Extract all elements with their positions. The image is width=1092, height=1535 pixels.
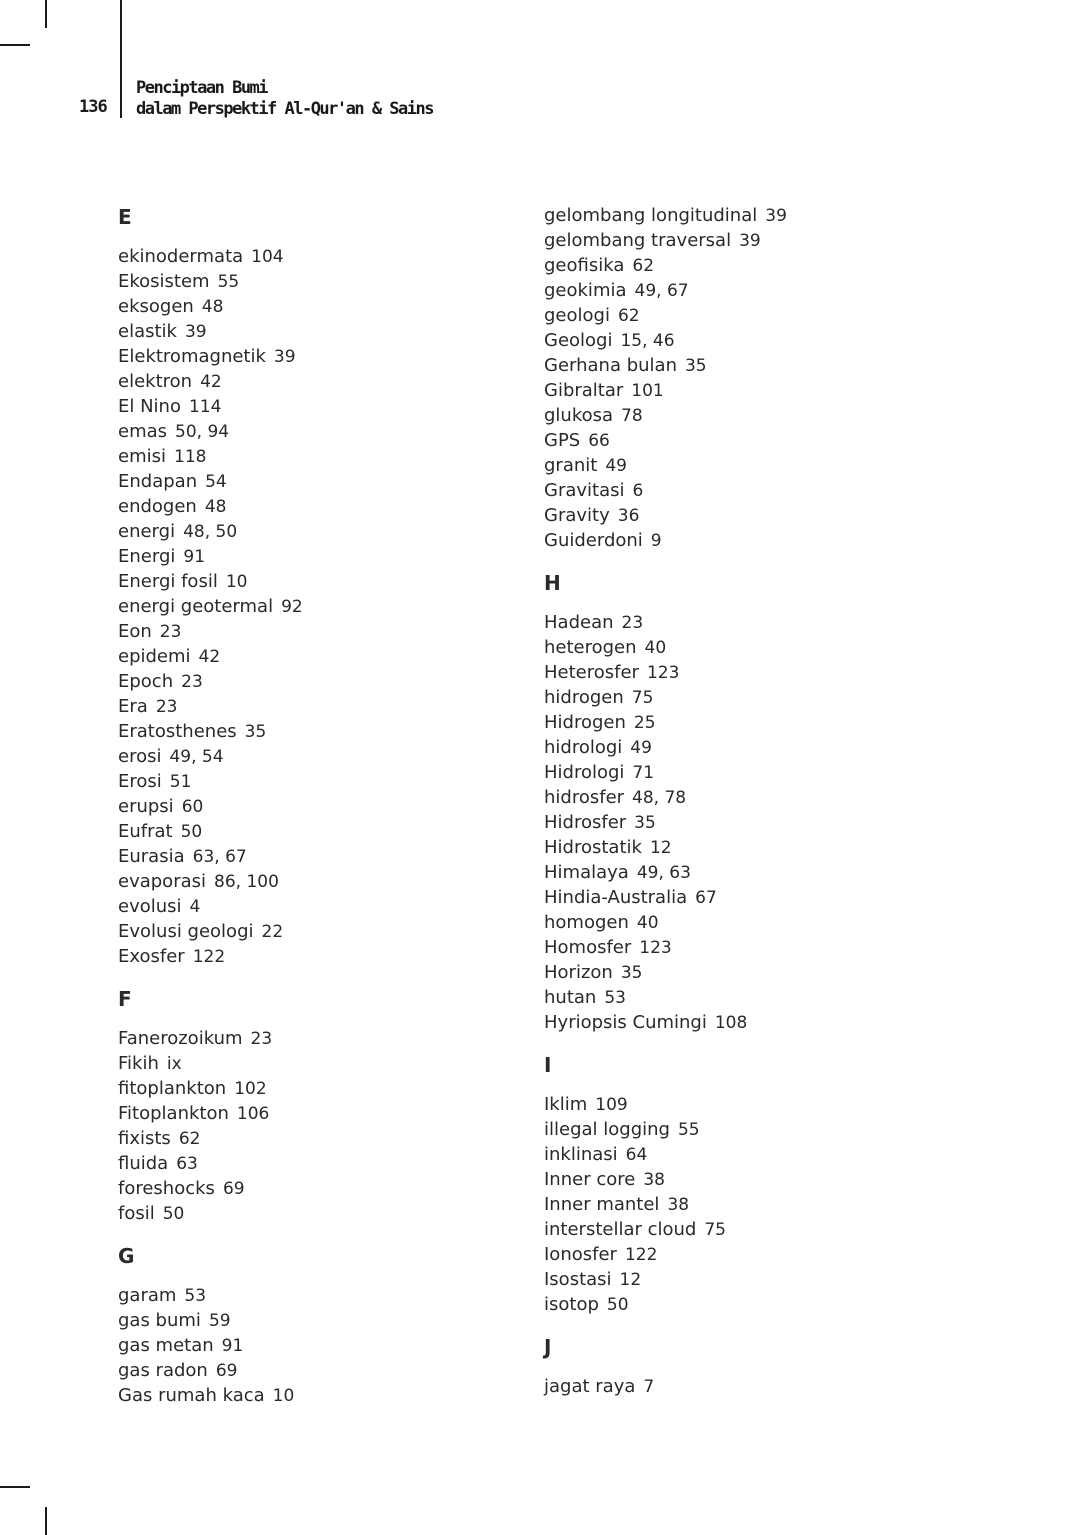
index-entry [544, 1092, 944, 1117]
index-term: Epoch [118, 671, 174, 692]
index-pages: ix [166, 1054, 182, 1074]
index-term: elektron [118, 371, 193, 392]
index-pages: 86, 100 [214, 872, 279, 892]
index-term: GPS [544, 430, 581, 451]
index-pages: 39 [765, 206, 787, 226]
index-entry [544, 1142, 944, 1167]
index-pages: 48, 50 [183, 522, 238, 542]
index-entry [544, 985, 944, 1010]
index-pages: 49 [630, 738, 652, 758]
index-term: Ionosfer [544, 1244, 617, 1265]
index-term: Inner mantel [544, 1194, 660, 1215]
index-entry [118, 1076, 518, 1101]
index-entry [544, 1117, 944, 1142]
index-term: Heterosfer [544, 662, 639, 683]
index-entry [118, 1151, 518, 1176]
header-divider [120, 0, 122, 118]
index-section [544, 1051, 944, 1317]
index-entry [544, 478, 944, 503]
index-term: erupsi [118, 796, 174, 817]
index-pages: 39 [184, 322, 207, 342]
index-pages: 35 [634, 813, 656, 833]
index-pages: 62 [632, 256, 655, 276]
index-term: Hidrostatik [544, 837, 642, 858]
index-entry [118, 444, 518, 469]
index-entry [544, 1010, 944, 1035]
page-number: 136 [79, 97, 107, 117]
index-entry [544, 610, 944, 635]
index-pages: 54 [205, 472, 227, 492]
index-term: Hindia-Australia [544, 887, 688, 908]
index-pages: 51 [169, 772, 192, 792]
index-term: Inner core [544, 1169, 636, 1190]
index-entry [544, 353, 944, 378]
index-entry [544, 253, 944, 278]
index-pages: 23 [181, 672, 203, 692]
index-section [118, 985, 518, 1226]
index-pages: 50, 94 [175, 422, 230, 442]
index-entry [544, 935, 944, 960]
index-pages: 55 [217, 272, 240, 292]
index-term: Era [118, 696, 148, 717]
index-section [118, 1242, 518, 1408]
index-term: fitoplankton [118, 1078, 227, 1099]
index-term: gelombang traversal [544, 230, 732, 251]
index-pages: 55 [677, 1120, 700, 1140]
index-term: evolusi [118, 896, 182, 917]
index-pages: 50 [606, 1295, 629, 1315]
index-entry [118, 1383, 518, 1408]
index-entry [544, 635, 944, 660]
index-entry [544, 660, 944, 685]
index-pages: 78 [621, 406, 643, 426]
index-term: evaporasi [118, 871, 207, 892]
running-title [136, 78, 433, 120]
index-entry [118, 294, 518, 319]
index-term: gas radon [118, 1360, 208, 1381]
index-entry [544, 1242, 944, 1267]
index-term: Gibraltar [544, 380, 624, 401]
index-pages: 92 [281, 597, 303, 617]
index-pages: 123 [646, 663, 680, 683]
index-entry [118, 844, 518, 869]
index-entry [118, 1101, 518, 1126]
index-entry [544, 1374, 944, 1399]
index-pages: 60 [181, 797, 204, 817]
index-term: erosi [118, 746, 162, 767]
index-term: interstellar cloud [544, 1219, 697, 1240]
index-pages: 4 [189, 897, 201, 917]
index-term: Gravity [544, 505, 610, 526]
index-pages: 23 [155, 697, 178, 717]
index-entry [118, 944, 518, 969]
section-letter: H [544, 571, 561, 595]
index-pages: 6 [632, 481, 644, 501]
section-letter: I [544, 1053, 552, 1077]
index-term: Himalaya [544, 862, 629, 883]
index-term: Hidrogen [544, 712, 626, 733]
index-pages: 91 [221, 1336, 244, 1356]
index-pages: 25 [633, 713, 656, 733]
index-entry [118, 1026, 518, 1051]
index-entry [118, 569, 518, 594]
index-pages: 22 [261, 922, 284, 942]
index-pages: 59 [208, 1311, 231, 1331]
running-title-line-1: Penciptaan Bumi [136, 78, 268, 98]
index-pages: 122 [192, 947, 226, 967]
index-pages: 106 [236, 1104, 270, 1124]
section-letter: J [544, 1335, 552, 1359]
index-entry [544, 760, 944, 785]
index-entry [544, 203, 944, 228]
index-pages: 23 [159, 622, 182, 642]
index-entry [544, 885, 944, 910]
index-entry [544, 1292, 944, 1317]
index-entry [118, 494, 518, 519]
index-column-right [544, 203, 944, 1399]
index-pages: 69 [215, 1361, 238, 1381]
index-pages: 48, 78 [632, 788, 687, 808]
index-entry [118, 319, 518, 344]
index-term: Horizon [544, 962, 613, 983]
index-entry [118, 794, 518, 819]
index-pages: 35 [620, 963, 643, 983]
index-section [544, 203, 944, 553]
index-term: Eon [118, 621, 152, 642]
index-entry [118, 869, 518, 894]
index-section [544, 569, 944, 1035]
index-entry [118, 1358, 518, 1383]
index-entry [544, 810, 944, 835]
index-entry [118, 469, 518, 494]
index-entry [118, 669, 518, 694]
index-term: Isostasi [544, 1269, 612, 1290]
index-entry [544, 1267, 944, 1292]
index-entry [544, 685, 944, 710]
index-pages: 10 [225, 572, 248, 592]
index-pages: 50 [162, 1204, 185, 1224]
index-entry [544, 1217, 944, 1242]
index-term: heterogen [544, 637, 637, 658]
index-term: fixists [118, 1128, 171, 1149]
index-entry [118, 619, 518, 644]
index-pages: 49, 54 [169, 747, 224, 767]
index-entry [544, 1167, 944, 1192]
index-entry [118, 344, 518, 369]
index-entry [118, 644, 518, 669]
index-term: Exosfer [118, 946, 185, 967]
index-entry [118, 694, 518, 719]
section-letter: F [118, 987, 132, 1011]
index-pages: 49, 67 [634, 281, 689, 301]
index-pages: 63, 67 [192, 847, 247, 867]
running-title-line-2: dalam Perspektif Al-Qur'an & Sains [136, 99, 433, 119]
index-pages: 67 [695, 888, 717, 908]
index-pages: 64 [625, 1145, 648, 1165]
index-pages: 23 [621, 613, 644, 633]
index-term: Hyriopsis Cumingi [544, 1012, 707, 1033]
index-entry [118, 1051, 518, 1076]
index-entry [118, 394, 518, 419]
index-pages: 66 [588, 431, 610, 451]
index-pages: 75 [631, 688, 654, 708]
index-pages: 49, 63 [636, 863, 691, 883]
index-entry [544, 960, 944, 985]
index-term: jagat raya [544, 1376, 636, 1397]
index-term: Energi fosil [118, 571, 218, 592]
index-entry [118, 369, 518, 394]
index-pages: 48 [201, 297, 224, 317]
index-entry [118, 744, 518, 769]
index-term: homogen [544, 912, 629, 933]
index-pages: 53 [184, 1286, 207, 1306]
index-pages: 12 [649, 838, 672, 858]
index-pages: 35 [684, 356, 707, 376]
index-term: Endapan [118, 471, 198, 492]
index-term: Erosi [118, 771, 162, 792]
index-pages: 9 [650, 531, 662, 551]
index-pages: 39 [273, 347, 296, 367]
index-entry [118, 1333, 518, 1358]
index-term: eksogen [118, 296, 194, 317]
index-term: illegal logging [544, 1119, 670, 1140]
index-term: energi geotermal [118, 596, 274, 617]
index-entry [118, 1126, 518, 1151]
index-entry [544, 378, 944, 403]
index-pages: 123 [639, 938, 672, 958]
index-pages: 49 [605, 456, 627, 476]
index-term: Ekosistem [118, 271, 210, 292]
index-term: Fikih [118, 1053, 159, 1074]
index-entry [544, 910, 944, 935]
index-pages: 62 [617, 306, 640, 326]
index-term: Fitoplankton [118, 1103, 229, 1124]
index-term: Evolusi geologi [118, 921, 254, 942]
index-entry [118, 719, 518, 744]
index-term: Gas rumah kaca [118, 1385, 265, 1406]
index-pages: 40 [644, 638, 667, 658]
index-pages: 108 [714, 1013, 748, 1033]
index-pages: 122 [624, 1245, 658, 1265]
index-term: glukosa [544, 405, 614, 426]
index-term: epidemi [118, 646, 191, 667]
index-entry [544, 428, 944, 453]
index-term: Gerhana bulan [544, 355, 677, 376]
index-entry [118, 544, 518, 569]
index-entry [544, 303, 944, 328]
index-term: fluida [118, 1153, 169, 1174]
index-entry [544, 228, 944, 253]
index-entry [118, 1176, 518, 1201]
index-entry [544, 503, 944, 528]
index-term: Eratosthenes [118, 721, 237, 742]
crop-mark-top-left [0, 44, 30, 46]
index-term: Energi [118, 546, 176, 567]
index-pages: 36 [617, 506, 640, 526]
index-term: Homosfer [544, 937, 632, 958]
index-entry [544, 1192, 944, 1217]
section-letter: G [118, 1244, 135, 1268]
index-term: energi [118, 521, 176, 542]
index-term: hidrogen [544, 687, 624, 708]
index-entry [118, 419, 518, 444]
index-term: Geologi [544, 330, 613, 351]
index-pages: 50 [180, 822, 203, 842]
index-entry [118, 519, 518, 544]
index-term: isotop [544, 1294, 599, 1315]
index-term: Hidrologi [544, 762, 625, 783]
index-term: elastik [118, 321, 177, 342]
index-pages: 91 [183, 547, 206, 567]
index-pages: 12 [619, 1270, 642, 1290]
index-term: granit [544, 455, 598, 476]
index-term: geologi [544, 305, 610, 326]
index-entry [118, 1308, 518, 1333]
index-term: emisi [118, 446, 166, 467]
index-term: El Nino [118, 396, 181, 417]
index-term: Elektromagnetik [118, 346, 266, 367]
index-entry [544, 528, 944, 553]
index-pages: 38 [667, 1195, 690, 1215]
index-pages: 118 [174, 447, 207, 467]
index-term: hidrosfer [544, 787, 625, 808]
index-pages: 62 [178, 1129, 201, 1149]
index-term: emas [118, 421, 168, 442]
index-pages: 39 [739, 231, 761, 251]
index-entry [544, 835, 944, 860]
index-term: Hadean [544, 612, 614, 633]
index-term: gas metan [118, 1335, 214, 1356]
index-pages: 109 [595, 1095, 628, 1115]
index-pages: 42 [198, 647, 221, 667]
crop-mark-top [45, 0, 47, 28]
index-pages: 53 [604, 988, 626, 1008]
index-entry [544, 710, 944, 735]
index-entry [118, 769, 518, 794]
index-pages: 15, 46 [620, 331, 675, 351]
index-term: Hidrosfer [544, 812, 627, 833]
index-term: geokimia [544, 280, 627, 301]
index-entry [544, 328, 944, 353]
index-term: geofisika [544, 255, 625, 276]
index-entry [118, 269, 518, 294]
index-pages: 10 [272, 1386, 295, 1406]
index-term: Fanerozoikum [118, 1028, 243, 1049]
index-section [544, 1333, 944, 1399]
crop-mark-bottom [45, 1507, 47, 1535]
index-pages: 35 [244, 722, 267, 742]
index-entry [118, 919, 518, 944]
index-pages: 71 [632, 763, 655, 783]
index-pages: 38 [643, 1170, 665, 1190]
index-term: hidrologi [544, 737, 623, 758]
crop-mark-bottom-left [0, 1486, 30, 1488]
index-term: foreshocks [118, 1178, 215, 1199]
index-entry [118, 894, 518, 919]
index-pages: 104 [251, 247, 284, 267]
index-entry [118, 1201, 518, 1226]
index-entry [544, 735, 944, 760]
index-term: Eurasia [118, 846, 185, 867]
section-letter: E [118, 205, 132, 229]
index-pages: 114 [188, 397, 222, 417]
index-term: ekinodermata [118, 246, 244, 267]
index-term: fosil [118, 1203, 155, 1224]
index-term: hutan [544, 987, 597, 1008]
index-term: endogen [118, 496, 197, 517]
index-term: gas bumi [118, 1310, 201, 1331]
index-pages: 75 [704, 1220, 726, 1240]
index-term: Eufrat [118, 821, 173, 842]
index-entry [544, 860, 944, 885]
index-pages: 69 [222, 1179, 245, 1199]
index-pages: 102 [234, 1079, 267, 1099]
index-entry [544, 785, 944, 810]
index-entry [544, 403, 944, 428]
index-term: Iklim [544, 1094, 588, 1115]
index-term: garam [118, 1285, 177, 1306]
index-column-left [118, 203, 518, 1408]
index-entry [118, 819, 518, 844]
index-pages: 40 [636, 913, 659, 933]
index-entry [544, 278, 944, 303]
index-entry [544, 453, 944, 478]
index-term: Guiderdoni [544, 530, 643, 551]
index-term: gelombang longitudinal [544, 205, 758, 226]
index-pages: 23 [250, 1029, 273, 1049]
index-term: inklinasi [544, 1144, 618, 1165]
index-pages: 7 [643, 1377, 655, 1397]
index-pages: 101 [631, 381, 664, 401]
index-section [118, 203, 518, 969]
index-entry [118, 244, 518, 269]
index-entry [118, 594, 518, 619]
index-pages: 42 [200, 372, 222, 392]
index-term: Gravitasi [544, 480, 625, 501]
index-entry [118, 1283, 518, 1308]
index-pages: 63 [176, 1154, 198, 1174]
index-pages: 48 [204, 497, 227, 517]
